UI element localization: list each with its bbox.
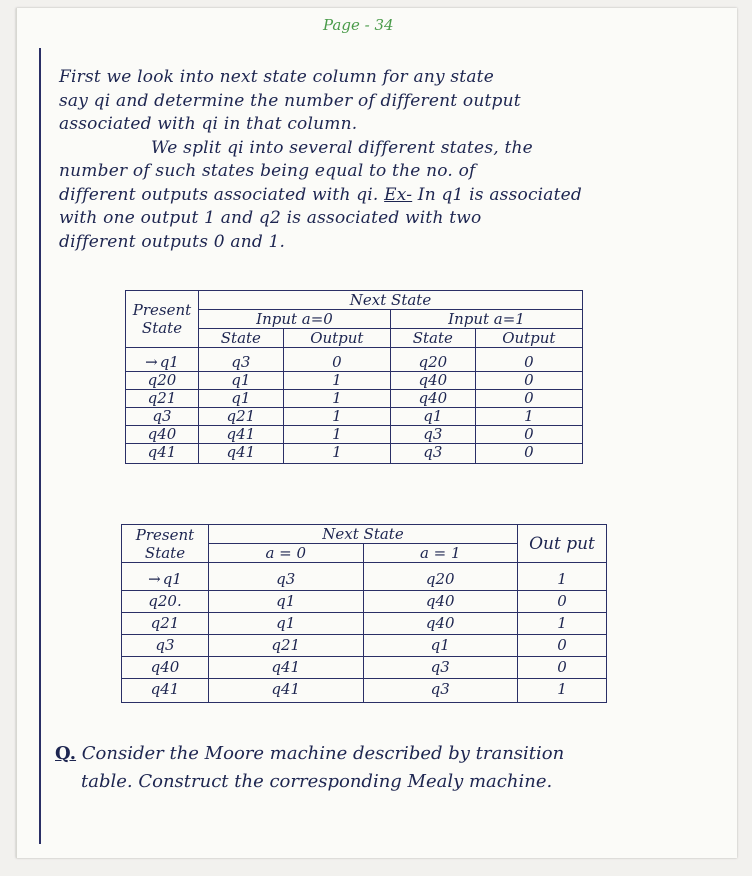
- next-state-cell: q40: [363, 591, 518, 613]
- question-line: [55, 740, 695, 768]
- present-state-cell: q41: [126, 444, 199, 464]
- output-cell: 1: [283, 372, 390, 390]
- output-cell: 0: [283, 348, 390, 372]
- next-state-cell: q20: [363, 563, 518, 591]
- output-cell: 1: [283, 390, 390, 408]
- next-state-cell: q40: [363, 613, 518, 635]
- table-row: [126, 390, 583, 408]
- present-state-cell: q3: [126, 408, 199, 426]
- state-header: State: [390, 329, 475, 348]
- mealy-transition-table: [125, 290, 583, 464]
- table-row: [122, 679, 607, 703]
- paragraph-line: different outputs 0 and 1.: [59, 231, 286, 252]
- output-cell: 1: [283, 444, 390, 464]
- output-cell: 1: [518, 679, 607, 703]
- next-state-cell: q40: [390, 390, 475, 408]
- output-cell: 1: [518, 613, 607, 635]
- next-state-cell: q3: [199, 348, 284, 372]
- output-cell: 0: [475, 390, 582, 408]
- moore-transition-table: [121, 524, 607, 703]
- paragraph-line: First we look into next state column for any state: [59, 67, 494, 87]
- next-state-cell: q41: [209, 657, 364, 679]
- next-state-header: Next State: [199, 291, 583, 310]
- table-row: [126, 444, 583, 464]
- next-state-cell: q3: [390, 426, 475, 444]
- input-0-header: a = 0: [209, 544, 364, 563]
- explanation-paragraph: [59, 66, 689, 254]
- notebook-page: [16, 8, 737, 858]
- output-header: Output: [283, 329, 390, 348]
- next-state-cell: q41: [209, 679, 364, 703]
- next-state-cell: q1: [390, 408, 475, 426]
- example-label: Ex-: [384, 184, 413, 205]
- question-block: [55, 740, 695, 796]
- output-header: Out put: [518, 525, 607, 563]
- present-state-cell: q3: [122, 635, 209, 657]
- table-row: [126, 408, 583, 426]
- question-label: Q.: [55, 743, 77, 764]
- next-state-header: Next State: [209, 525, 518, 544]
- output-cell: 1: [518, 563, 607, 591]
- next-state-cell: q1: [363, 635, 518, 657]
- initial-state-arrow: →: [145, 353, 158, 371]
- paragraph-line: number of such states being equal to the no. of: [59, 161, 476, 181]
- paragraph-line: We split qi into several different states, the: [151, 137, 533, 158]
- table-row: [126, 372, 583, 390]
- output-cell: 1: [283, 408, 390, 426]
- output-header: Output: [475, 329, 582, 348]
- present-state-header: Present State: [126, 291, 199, 348]
- present-state-cell: q41: [122, 679, 209, 703]
- present-state-cell: q40: [122, 657, 209, 679]
- next-state-cell: q1: [209, 591, 364, 613]
- table-row: [126, 348, 583, 372]
- present-state-header: Present State: [122, 525, 209, 563]
- next-state-cell: q3: [363, 657, 518, 679]
- next-state-cell: q3: [390, 444, 475, 464]
- output-cell: 0: [475, 348, 582, 372]
- margin-line: [39, 48, 41, 844]
- next-state-cell: q3: [363, 679, 518, 703]
- next-state-cell: q21: [199, 408, 284, 426]
- paragraph-line: associated with qi in that column.: [59, 114, 358, 134]
- present-state-cell: q20.: [122, 591, 209, 613]
- table-row: [122, 591, 607, 613]
- output-cell: 0: [475, 372, 582, 390]
- next-state-cell: q3: [209, 563, 364, 591]
- table-row: [122, 563, 607, 591]
- initial-state-arrow: →: [148, 570, 161, 588]
- output-cell: 0: [475, 444, 582, 464]
- next-state-cell: q1: [199, 390, 284, 408]
- output-cell: 0: [518, 635, 607, 657]
- next-state-cell: q21: [209, 635, 364, 657]
- next-state-cell: q41: [199, 426, 284, 444]
- paragraph-text: In q1 is associated: [412, 184, 583, 205]
- present-state-cell: → q1: [126, 348, 199, 372]
- present-state-cell: → q1: [122, 563, 209, 591]
- output-cell: 0: [518, 657, 607, 679]
- table-row: [126, 426, 583, 444]
- paragraph-text: different outputs associated with qi.: [59, 184, 379, 205]
- next-state-cell: q40: [390, 372, 475, 390]
- input-0-header: Input a=0: [199, 310, 391, 329]
- output-cell: 0: [518, 591, 607, 613]
- input-1-header: Input a=1: [390, 310, 582, 329]
- page-number: Page - 34: [323, 16, 394, 34]
- table-row: [122, 657, 607, 679]
- question-text: Consider the Moore machine described by transition: [76, 743, 565, 764]
- question-line: table. Construct the corresponding Mealy machine.: [81, 771, 553, 792]
- paragraph-line: [59, 184, 689, 208]
- next-state-cell: q41: [199, 444, 284, 464]
- paragraph-line: say qi and determine the number of different output: [59, 90, 521, 111]
- present-state-cell: q20: [126, 372, 199, 390]
- present-state-cell: q40: [126, 426, 199, 444]
- input-1-header: a = 1: [363, 544, 518, 563]
- paragraph-line: with one output 1 and q2 is associated with two: [59, 208, 482, 228]
- next-state-cell: q20: [390, 348, 475, 372]
- next-state-cell: q1: [209, 613, 364, 635]
- output-cell: 1: [283, 426, 390, 444]
- output-cell: 0: [475, 426, 582, 444]
- table-row: [122, 635, 607, 657]
- present-state-cell: q21: [122, 613, 209, 635]
- next-state-cell: q1: [199, 372, 284, 390]
- output-cell: 1: [475, 408, 582, 426]
- table-row: [122, 613, 607, 635]
- state-header: State: [199, 329, 284, 348]
- present-state-cell: q21: [126, 390, 199, 408]
